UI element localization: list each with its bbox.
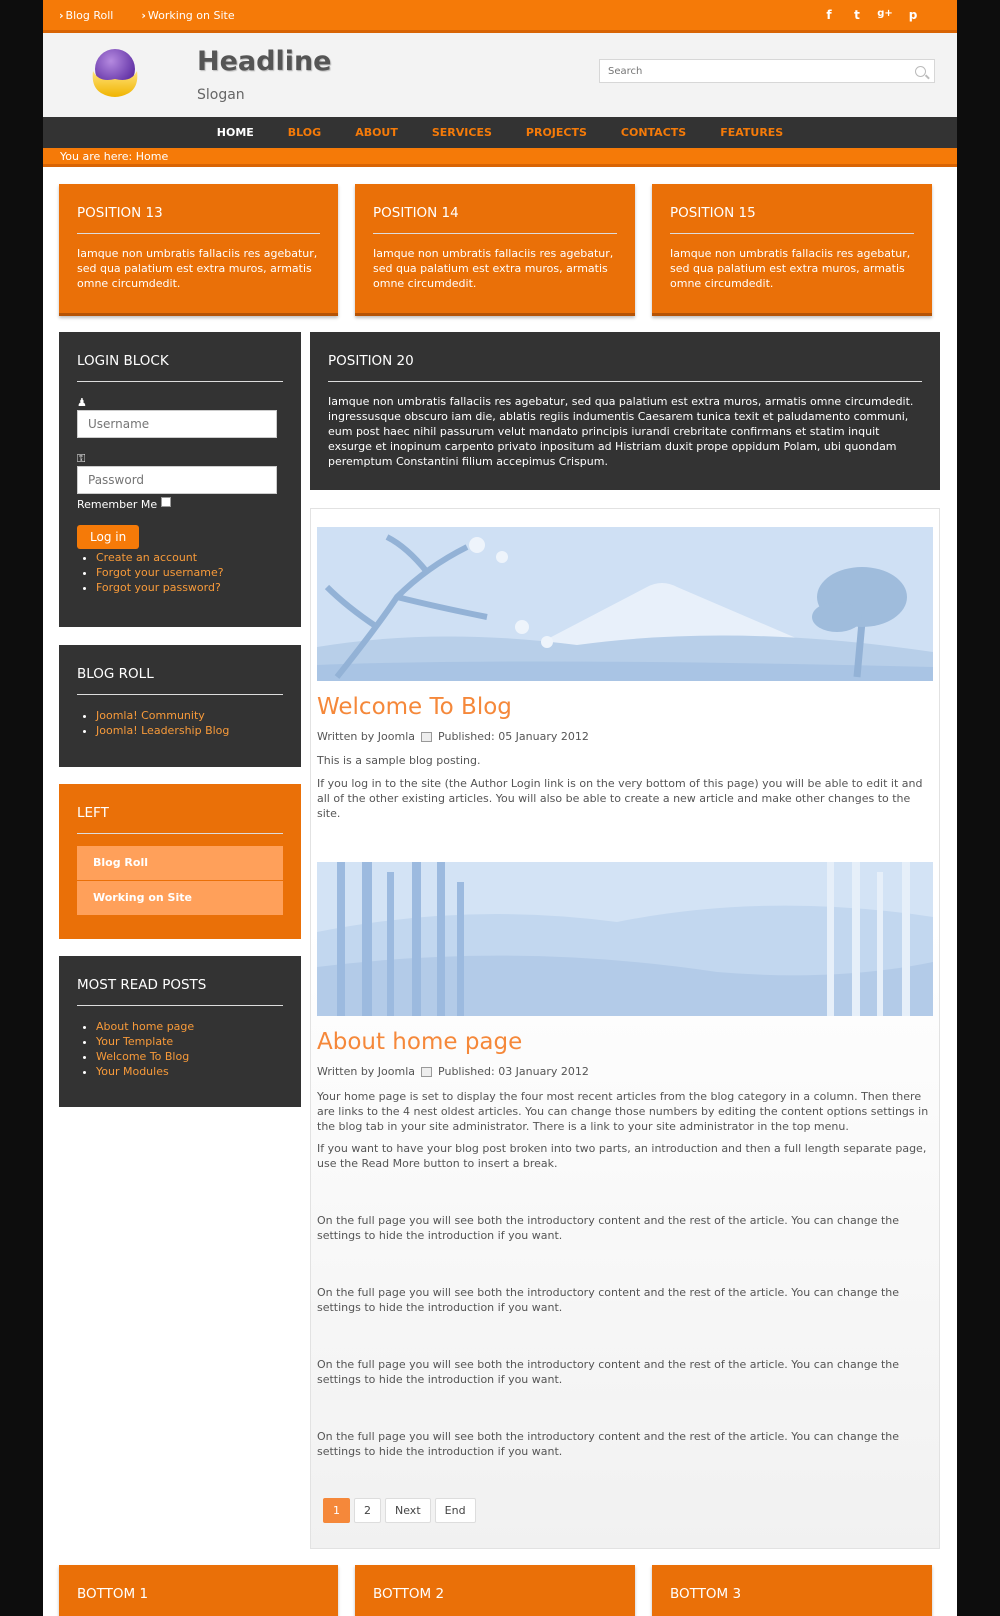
article-banner-image	[317, 527, 933, 681]
module-title: POSITION 15	[670, 184, 914, 234]
module-title: LOGIN BLOCK	[77, 332, 283, 382]
article-paragraph: If you want to have your blog post broken into two parts, an introduction and then a full length separate page, use the Read More button to insert a break.	[317, 1142, 927, 1170]
menu-item-blog-roll[interactable]: Blog Roll	[77, 846, 283, 880]
module-text: Iamque non umbratis fallaciis res agebatur, sed qua palatium est extra muros, armatis omne circumdedit.	[77, 247, 318, 290]
article-title[interactable]: Welcome To Blog	[317, 694, 512, 720]
blog-roll-link[interactable]: Joomla! Community	[96, 709, 205, 722]
end-page-button[interactable]: End	[435, 1498, 476, 1523]
list-item	[96, 1034, 283, 1049]
remember-me-label: Remember Me	[77, 498, 158, 511]
facebook-icon[interactable]: f	[826, 8, 832, 22]
article-paragraph: On the full page you will see both the introductory content and the rest of the article. You can change the settings to hide the introduction if you want.	[317, 1286, 900, 1314]
site-title: Headline	[197, 46, 332, 77]
list-item	[96, 708, 283, 723]
bottom-1-module	[59, 1565, 338, 1616]
module-title: BOTTOM 3	[670, 1586, 742, 1602]
module-text: Iamque non umbratis fallaciis res agebatur, sed qua palatium est extra muros, armatis omne circumdedit.	[373, 247, 614, 290]
login-module	[59, 332, 301, 627]
bottom-3-module	[652, 1565, 932, 1616]
remember-me-row	[77, 498, 283, 511]
search-box[interactable]	[599, 59, 935, 83]
module-title: MOST READ POSTS	[77, 956, 283, 1006]
article-paragraph: On the full page you will see both the introductory content and the rest of the article. You can change the settings to hide the introduction if you want.	[317, 1358, 900, 1386]
blog-roll-link[interactable]: Joomla! Leadership Blog	[96, 724, 230, 737]
list-item	[96, 1064, 283, 1079]
most-read-link[interactable]: Welcome To Blog	[96, 1050, 190, 1063]
lock-icon: ⚿	[77, 452, 86, 465]
article-paragraph: On the full page you will see both the introductory content and the rest of the article. You can change the settings to hide the introduction if you want.	[317, 1430, 900, 1458]
page	[43, 0, 957, 1616]
pagination	[323, 1498, 476, 1523]
article-author: Written by Joomla	[317, 1065, 416, 1078]
article-paragraph: On the full page you will see both the introductory content and the rest of the article. You can change the settings to hide the introduction if you want.	[317, 1214, 900, 1242]
remember-me-checkbox[interactable]	[161, 497, 171, 507]
list-item	[96, 580, 283, 595]
nav-services[interactable]: SERVICES	[431, 126, 492, 139]
position-13-module	[59, 184, 338, 316]
next-page-button[interactable]: Next	[385, 1498, 431, 1523]
forgot-username-link[interactable]: Forgot your username?	[96, 566, 224, 579]
site-header	[43, 33, 957, 117]
module-text: Iamque non umbratis fallaciis res agebatur, sed qua palatium est extra muros, armatis omne circumdedit. ingressusque obscuro iam die, ablatis regiis indumentis Caesarem tunica texit et paludamento communi, eum post haec nihil passurum velut mandato principis iurandi crebritate confirmans et statim inquit exsurge et inopinum carpento privato inpositum ad Histriam duxit prope oppidum Polam, ubi quondam peremptum Constantini filium accepimus Crispum.	[328, 395, 914, 468]
most-read-module	[59, 956, 301, 1107]
calendar-icon	[421, 1067, 432, 1077]
site-logo-icon[interactable]	[89, 47, 141, 99]
top-link-blog-roll[interactable]: › Blog Roll	[59, 8, 114, 22]
blog-content	[310, 508, 940, 1549]
module-title: POSITION 20	[328, 332, 922, 382]
most-read-link[interactable]: Your Template	[96, 1035, 174, 1048]
chevron-right-icon: ›	[59, 8, 64, 22]
module-title: BOTTOM 2	[373, 1586, 445, 1602]
position-15-module	[652, 184, 932, 316]
page-1-button[interactable]: 1	[323, 1498, 350, 1523]
left-menu-module	[59, 784, 301, 939]
list-item	[96, 550, 283, 565]
top-bar	[43, 0, 957, 33]
list-item	[96, 1049, 283, 1064]
module-title: LEFT	[77, 784, 283, 834]
module-text: Iamque non umbratis fallaciis res agebatur, sed qua palatium est extra muros, armatis omne circumdedit.	[670, 247, 911, 290]
article-title[interactable]: About home page	[317, 1029, 523, 1055]
create-account-link[interactable]: Create an account	[96, 551, 198, 564]
nav-contacts[interactable]: CONTACTS	[620, 126, 687, 139]
google-plus-icon[interactable]: g+	[877, 8, 893, 19]
list-item	[96, 723, 283, 738]
password-field[interactable]	[77, 466, 277, 494]
chevron-right-icon: ›	[141, 8, 146, 22]
article-paragraph: If you log in to the site (the Author Login link is on the very bottom of this page) you will be able to edit it and all of the other existing articles. You will also be able to create a new article and make other changes to the site.	[317, 777, 923, 820]
article-date: Published: 03 January 2012	[438, 1065, 589, 1078]
article-meta	[317, 1065, 589, 1078]
most-read-link[interactable]: Your Modules	[96, 1065, 169, 1078]
bottom-2-module	[355, 1565, 635, 1616]
article-date: Published: 05 January 2012	[438, 730, 589, 743]
twitter-icon[interactable]: t	[854, 8, 860, 22]
nav-features[interactable]: FEATURES	[720, 126, 784, 139]
menu-item-working-on-site[interactable]: Working on Site	[77, 881, 283, 915]
blog-roll-module	[59, 645, 301, 767]
breadcrumb: You are here: Home	[43, 148, 957, 167]
main-nav	[43, 117, 957, 148]
username-field[interactable]	[77, 410, 277, 438]
search-icon[interactable]	[915, 66, 926, 77]
nav-about[interactable]: ABOUT	[355, 126, 398, 139]
forgot-password-link[interactable]: Forgot your password?	[96, 581, 221, 594]
module-title: POSITION 14	[373, 184, 617, 234]
article-paragraph: This is a sample blog posting.	[317, 754, 481, 767]
search-input[interactable]	[608, 66, 898, 77]
article-paragraph: Your home page is set to display the four most recent articles from the blog category in a column. Then there are links to the 4 nest oldest articles. You can change those numbers by editing the content options settings in the blog tab in your site administrator. There is a link to your site administrator in the top menu.	[317, 1090, 929, 1133]
pinterest-icon[interactable]: p	[908, 8, 918, 22]
nav-projects[interactable]: PROJECTS	[525, 126, 587, 139]
top-link-working-on-site[interactable]: › Working on Site	[141, 8, 235, 22]
site-slogan: Slogan	[197, 87, 245, 103]
most-read-link[interactable]: About home page	[96, 1020, 195, 1033]
page-2-button[interactable]: 2	[354, 1498, 381, 1523]
list-item	[96, 1019, 283, 1034]
position-20-module	[310, 332, 940, 490]
nav-home[interactable]: HOME	[216, 126, 254, 139]
most-read-list	[77, 1019, 283, 1079]
calendar-icon	[421, 732, 432, 742]
module-title: BOTTOM 1	[77, 1586, 149, 1602]
module-title: POSITION 13	[77, 184, 320, 234]
article-author: Written by Joomla	[317, 730, 416, 743]
login-links	[77, 550, 283, 595]
position-14-module	[355, 184, 635, 316]
login-button[interactable]: Log in	[77, 525, 139, 549]
list-item	[96, 565, 283, 580]
module-title: BLOG ROLL	[77, 645, 283, 695]
user-icon: ♟	[77, 396, 87, 409]
article-meta	[317, 730, 589, 743]
article-banner-image	[317, 862, 933, 1016]
nav-blog[interactable]: BLOG	[287, 126, 322, 139]
blog-roll-list	[77, 708, 283, 738]
